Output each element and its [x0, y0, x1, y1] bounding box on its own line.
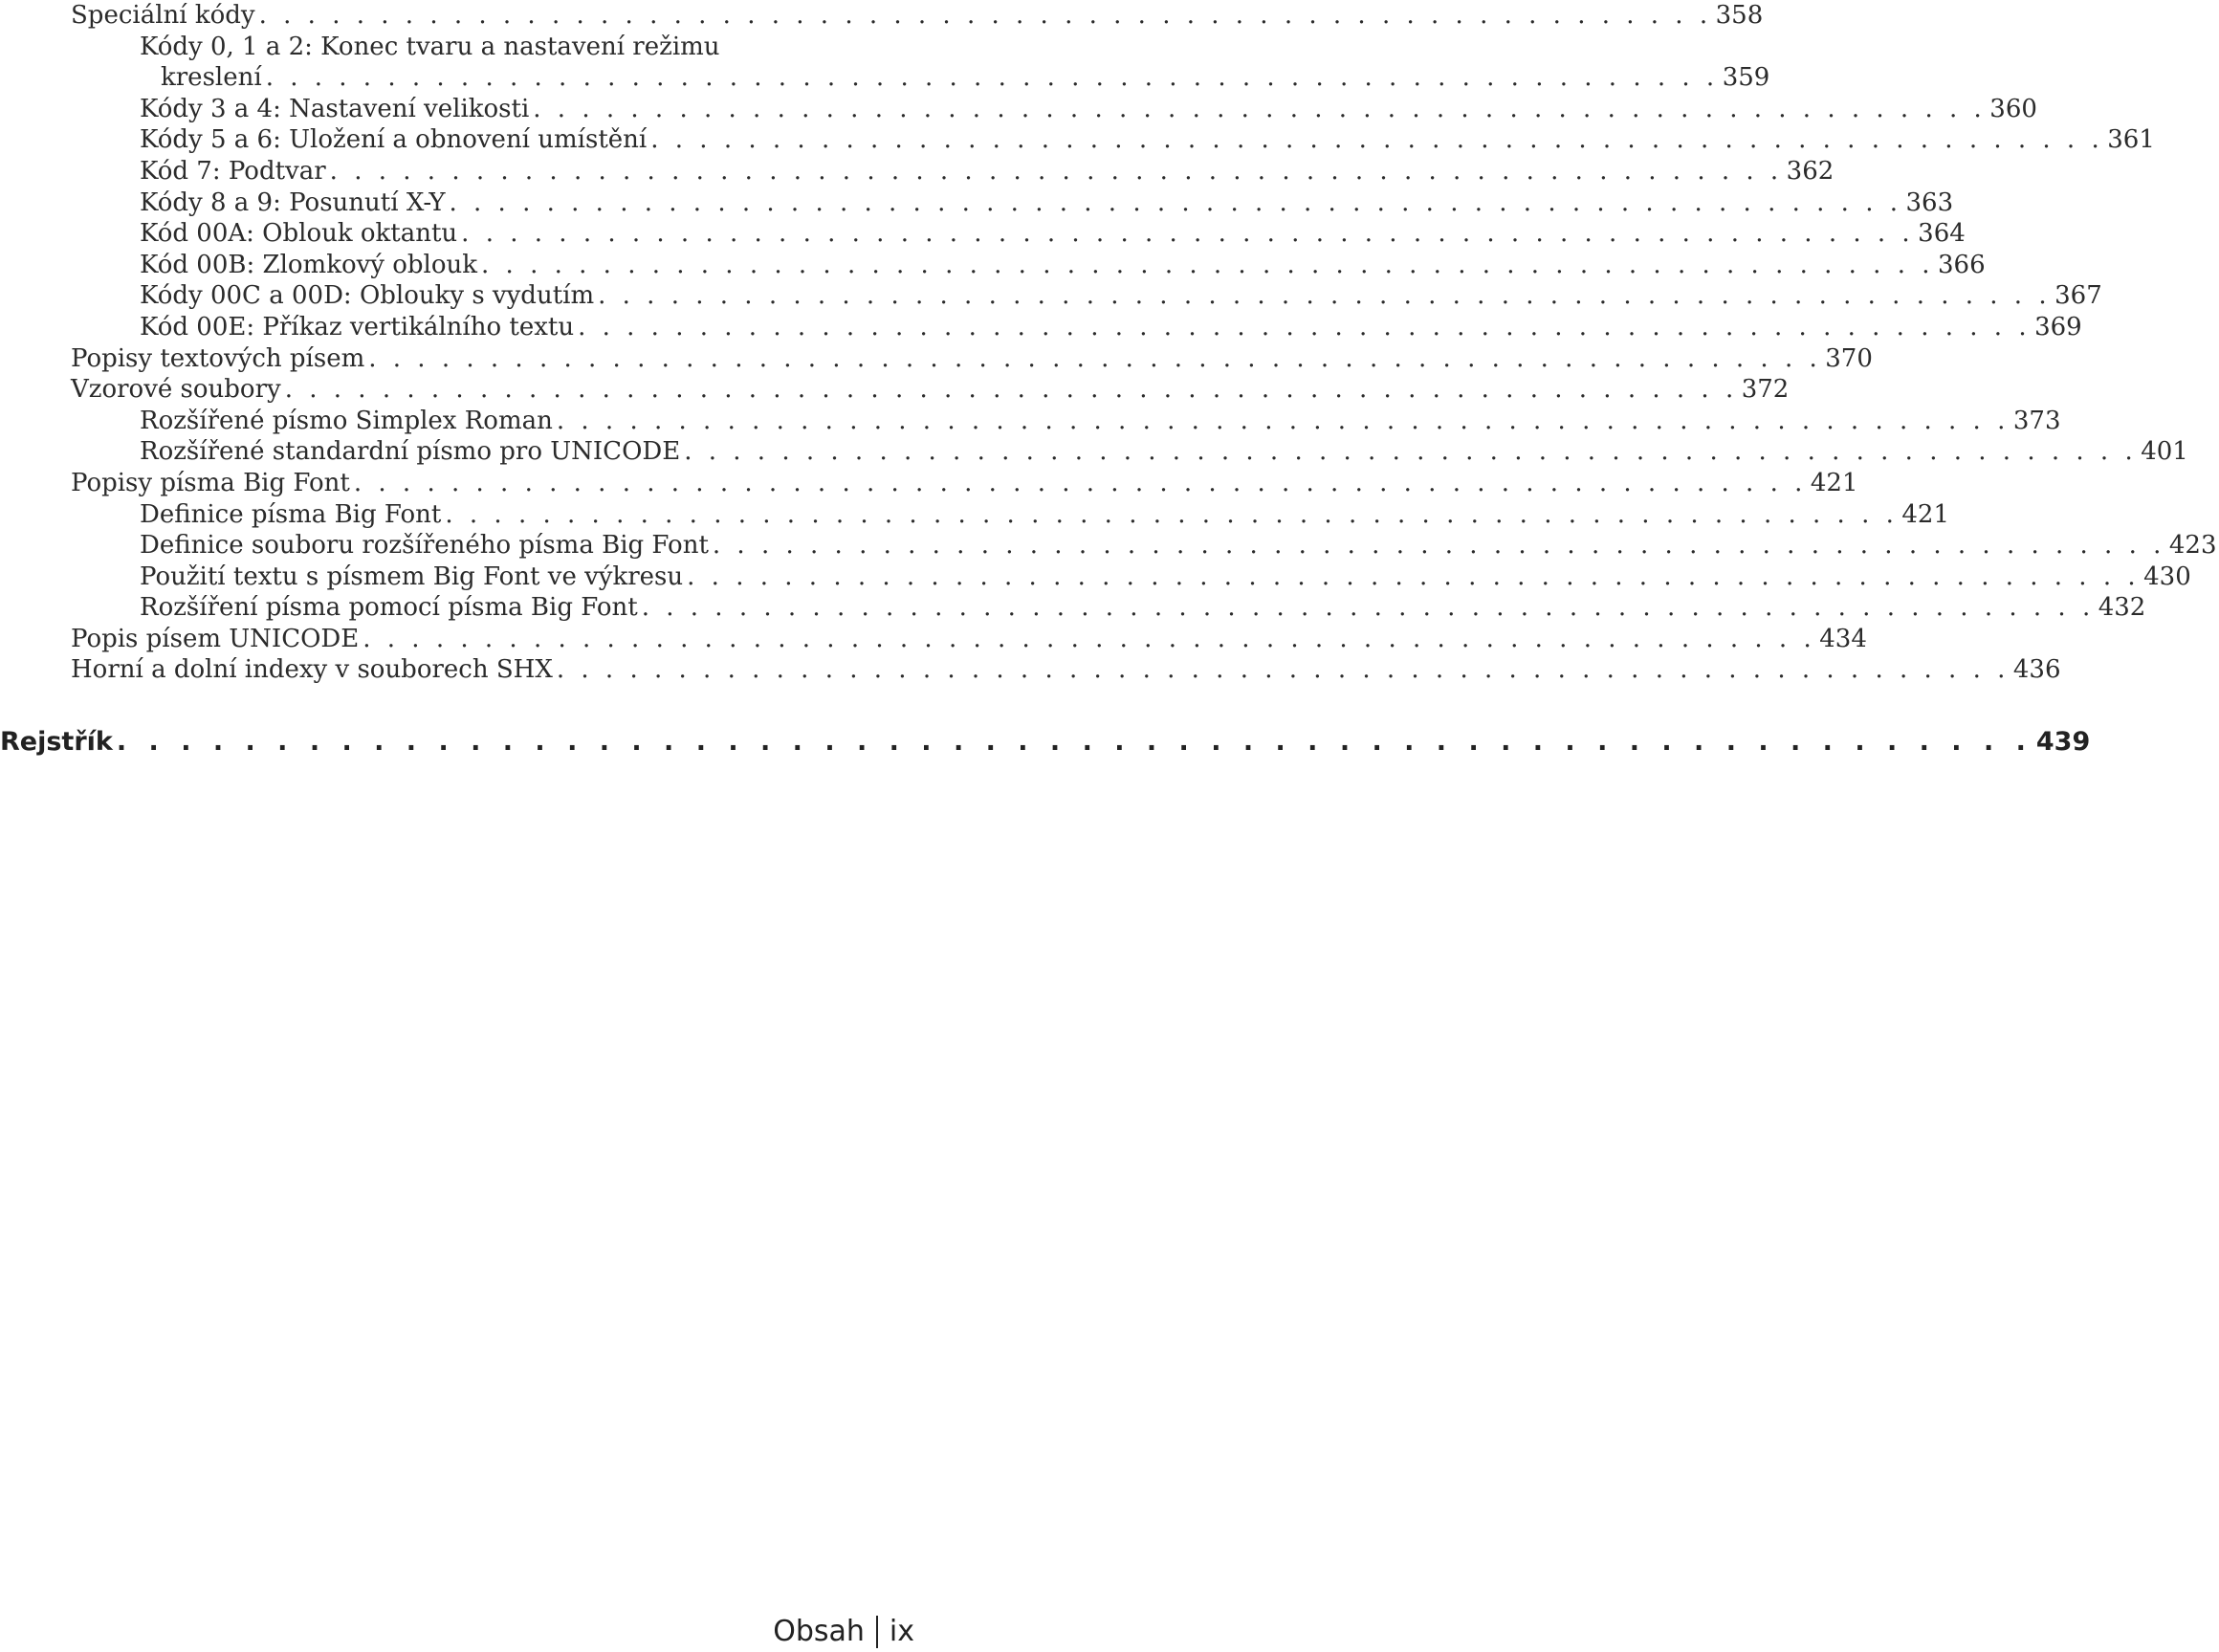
- toc-entry-page: 372: [1741, 375, 1790, 405]
- toc-entry-page: 363: [1905, 187, 1954, 217]
- toc-entry-page: 370: [1825, 343, 1873, 373]
- toc-entry[interactable]: [0, 280, 2102, 312]
- index-page: 439: [2035, 727, 2091, 757]
- toc-entry-page: 432: [2098, 593, 2146, 623]
- toc-entry-page: 360: [1989, 94, 2037, 123]
- dot-leader: . . . . . . . . . . . . . . . . . . . . . . . . . . . . . . . . . . . . . . . . . . . . . . . . . . . . . . . . . . . .: [650, 125, 2104, 155]
- toc-entry[interactable]: [0, 592, 2146, 624]
- dot-leader: . . . . . . . . . . . . . . . . . . . . . . . . . . . . . . . . . . . . . . . . . . . . . . . . . . . . . . . . . . . .: [353, 468, 1807, 497]
- page-footer: [773, 1615, 914, 1648]
- toc-entry-title: Kód 00A: Oblouk oktantu: [140, 219, 458, 249]
- dot-leader: . . . . . . . . . . . . . . . . . . . . . . . . . . . . . . . . . . . . . . . . . . . . . . . . . . . . . . . . . . . .: [449, 187, 1902, 217]
- index-title: Rejstřík: [0, 727, 113, 757]
- toc-entry-page: 421: [1901, 499, 1950, 529]
- toc-entry-title: Kódy 00C a 00D: Oblouky s vydutím: [140, 281, 595, 311]
- toc-entry-title: Rozšířené standardní písmo pro UNICODE: [140, 437, 681, 467]
- toc-entry-title: Rozšířené písmo Simplex Roman: [140, 406, 553, 435]
- toc-entry[interactable]: [0, 156, 1835, 187]
- dot-leader: . . . . . . . . . . . . . . . . . . . . . . . . . . . . . . . . . . . . . . . . . . . . . . . . . . . . . . . . . . . .: [687, 562, 2141, 591]
- toc-entry-page: 401: [2141, 437, 2188, 467]
- toc-entry[interactable]: [0, 62, 1770, 94]
- toc-entry-title-continued[interactable]: Kódy 0, 1 a 2: Konec tvaru a nastavení režimu: [140, 32, 720, 61]
- dot-leader: . . . . . . . . . . . . . . . . . . . . . . . . . . . . . . . . . . . . . . . . . . . . . . . . . . . . . . . . . . . .: [265, 63, 1719, 93]
- footer-page-number: ix: [889, 1615, 914, 1648]
- toc-entry[interactable]: [0, 654, 2061, 686]
- toc-entry[interactable]: [0, 312, 2082, 343]
- toc-entry-title: Popisy písma Big Font: [71, 468, 350, 497]
- toc-entry-title: Definice písma Big Font: [140, 499, 442, 529]
- toc-entry-page: 362: [1786, 156, 1835, 186]
- dot-leader: . . . . . . . . . . . . . . . . . . . . . . . . . . . . . . . . . . . . . . . . . . . . . . . . . . . . . . . . . . . .: [641, 593, 2095, 623]
- toc-entry-page: 423: [2168, 531, 2217, 561]
- toc-entry[interactable]: [0, 499, 1950, 531]
- dot-leader: . . . . . . . . . . . . . . . . . . . . . . . . . . . . . . . . . . . . . . . . . . . . . . . . . . . . . . . . . . . .: [556, 655, 2010, 685]
- toc-entry[interactable]: [0, 374, 1790, 406]
- toc-entry-title: Definice souboru rozšířeného písma Big Font: [140, 531, 709, 561]
- toc-entry-title: kreslení: [161, 63, 262, 93]
- dot-leader: . . . . . . . . . . . . . . . . . . . . . . . . . . . . . . . . . . . . . . . . . . . . . . . . . . . . . . . . . . . .: [329, 156, 1783, 186]
- dot-leader: . . . . . . . . . . . . . . . . . . . . . . . . . . . . . . . . . . . . . . . . . . . . . . . . . . . . . . . . . . . .: [684, 437, 2138, 467]
- dot-leader: . . . . . . . . . . . . . . . . . . . . . . . . . . . . . . . . . . . . . . . . . . . . . . . . . . . . . . . . . . . .: [363, 624, 1816, 653]
- dot-leader: . . . . . . . . . . . . . . . . . . . . . . . . . . . . . . . . . . . . . . . . . . . . . . . . . . . . . . . . . . . .: [578, 312, 2032, 341]
- toc-entry[interactable]: [0, 530, 2217, 562]
- toc-entry[interactable]: [0, 406, 2061, 437]
- toc-entry-page: 359: [1722, 63, 1770, 93]
- dot-leader: . . . . . . . . . . . . . . . . . . . . . . . . . . . . . . . . . . . . . . . . . . . . . . . . . . . . . . . . . . . .: [258, 1, 1712, 30]
- toc-entry[interactable]: [0, 187, 1954, 219]
- toc-entry[interactable]: [0, 250, 1986, 281]
- toc-entry-page: 436: [2012, 655, 2061, 685]
- toc-entry[interactable]: [0, 124, 2155, 156]
- toc-entry[interactable]: [0, 0, 1764, 32]
- toc-entry-page: 361: [2107, 125, 2155, 155]
- toc-entry-page: 369: [2034, 312, 2082, 341]
- toc-entry-title: Popisy textových písem: [71, 343, 365, 373]
- toc-entry-title: Použití textu s písmem Big Font ve výkresu: [140, 562, 684, 591]
- toc-entry-page: 366: [1938, 250, 1986, 279]
- toc-entry-page: 421: [1810, 468, 1858, 497]
- dot-leader: . . . . . . . . . . . . . . . . . . . . . . . . . . . . . . . . . . . . . . . . . . . . . . . . . . . . . . . . . . . .: [284, 375, 1738, 405]
- toc-entry-title: Kód 7: Podtvar: [140, 156, 326, 186]
- toc-entry-title: Kód 00B: Zlomkový oblouk: [140, 250, 478, 279]
- dot-leader: . . . . . . . . . . . . . . . . . . . . . . . . . . . . . . . . . . . . . . . . . . . . . . . . . . . . . . . . . . . .: [598, 281, 2052, 311]
- toc-entry-page: 364: [1918, 219, 1966, 249]
- toc-entry-title: Horní a dolní indexy v souborech SHX: [71, 655, 553, 685]
- toc-entry[interactable]: [0, 343, 1873, 375]
- dot-leader: . . . . . . . . . . . . . . . . . . . . . . . . . . . . . . . . . . . . . . . . . . . . . . . . . . . . . . . . . . . .: [445, 499, 1899, 529]
- toc-entry-title: Rozšíření písma pomocí písma Big Font: [140, 593, 638, 623]
- toc-entry-page: 358: [1715, 1, 1764, 30]
- dot-leader: . . . . . . . . . . . . . . . . . . . . . . . . . . . . . . . . . . . . . . . . . . . . . . . . . . . . . . . . . . . .: [556, 406, 2010, 435]
- dot-leader: . . . . . . . . . . . . . . . . . . . . . . . . . . . . . . . . . . . . . . . . . . . . . . . . . . . . . . . . . . . .: [712, 531, 2165, 561]
- toc-entry-title: Kódy 3 a 4: Nastavení velikosti: [140, 94, 530, 123]
- toc-entry[interactable]: [0, 468, 1858, 499]
- toc-entry-page: 430: [2143, 562, 2191, 591]
- toc-entry[interactable]: [0, 436, 2188, 468]
- toc-entry-title: Kódy 5 a 6: Uložení a obnovení umístění: [140, 125, 648, 155]
- toc-entry[interactable]: [0, 562, 2191, 593]
- toc-entry-title: Vzorové soubory: [71, 375, 281, 405]
- table-of-contents: [0, 0, 2217, 686]
- toc-entry-page: 373: [2012, 406, 2061, 435]
- toc-entry-title: Popis písem UNICODE: [71, 624, 360, 653]
- toc-entry-title: Speciální kódy: [71, 1, 255, 30]
- dot-leader: . . . . . . . . . . . . . . . . . . . . . . . . . . . . . . . . . . . . . . . . . . . . . . . . . . . . . . . . . . . .: [116, 727, 2032, 757]
- dot-leader: . . . . . . . . . . . . . . . . . . . . . . . . . . . . . . . . . . . . . . . . . . . . . . . . . . . . . . . . . . . .: [461, 219, 1915, 249]
- toc-entry-page: 367: [2054, 281, 2102, 311]
- footer-divider: [876, 1616, 878, 1648]
- toc-entry-page: 434: [1819, 624, 1867, 653]
- dot-leader: . . . . . . . . . . . . . . . . . . . . . . . . . . . . . . . . . . . . . . . . . . . . . . . . . . . . . . . . . . . .: [481, 250, 1935, 279]
- dot-leader: . . . . . . . . . . . . . . . . . . . . . . . . . . . . . . . . . . . . . . . . . . . . . . . . . . . . . . . . . . . .: [533, 94, 1987, 123]
- dot-leader: . . . . . . . . . . . . . . . . . . . . . . . . . . . . . . . . . . . . . . . . . . . . . . . . . . . . . . . . . . . .: [368, 343, 1822, 373]
- toc-entry-index[interactable]: [0, 727, 2091, 757]
- toc-entry-title: Kód 00E: Příkaz vertikálního textu: [140, 312, 575, 341]
- footer-section-label: Obsah: [773, 1615, 865, 1648]
- toc-entry[interactable]: [0, 218, 1966, 250]
- toc-entry[interactable]: [0, 624, 1867, 655]
- toc-entry[interactable]: [0, 94, 2037, 125]
- toc-entry-title: Kódy 8 a 9: Posunutí X-Y: [140, 187, 446, 217]
